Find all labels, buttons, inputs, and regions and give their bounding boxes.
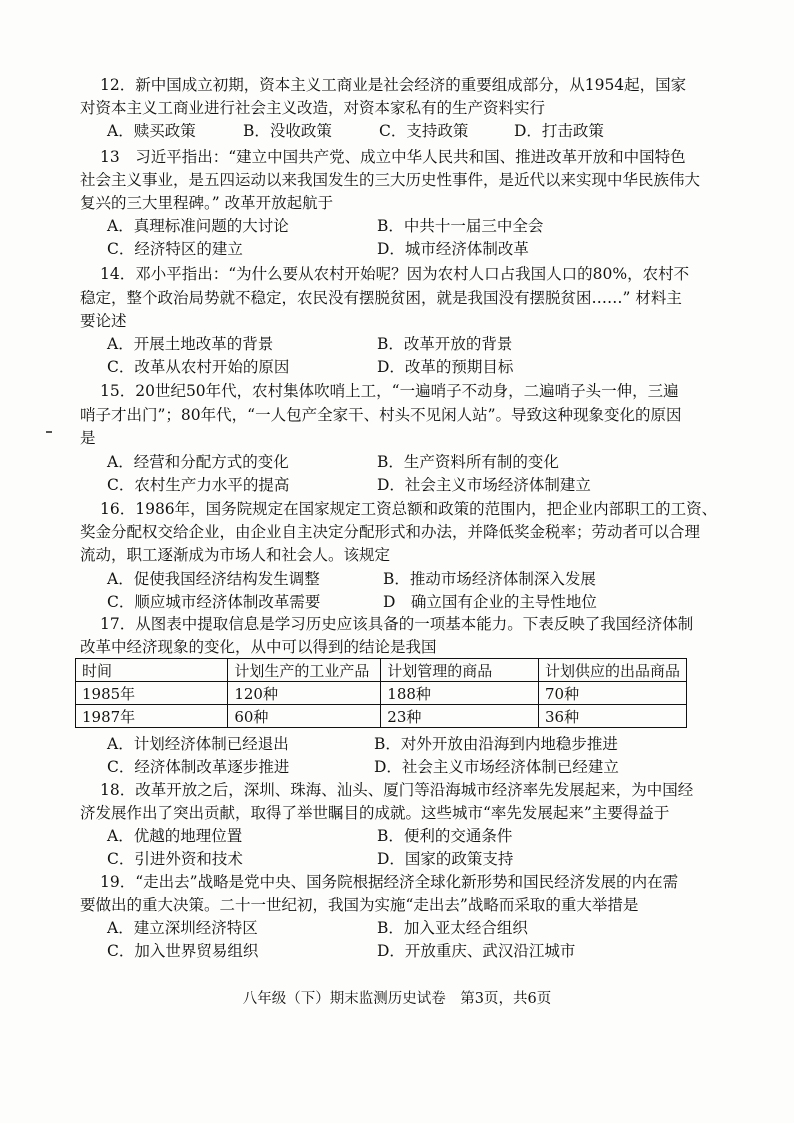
q16-option-a: A．促使我国经济结构发生调整 — [107, 570, 320, 588]
q15-option-a: A．经营和分配方式的变化 — [107, 453, 289, 471]
q17-option-a: A．计划经济体制已经退出 — [107, 735, 289, 753]
q17-stem-line2: 改革中经济现象的变化，从中可以得到的结论是我国 — [80, 638, 437, 656]
scan-margin-mark — [46, 431, 52, 433]
q16-stem-line1: 16．1986年，国务院规定在国家规定工资总额和政策的范围内，把企业内部职工的工资、 — [100, 500, 718, 518]
q14-option-b: B．改革开放的背景 — [377, 335, 513, 353]
q15-option-c: C．农村生产力水平的提高 — [107, 476, 290, 494]
q19-option-c: C．加入世界贸易组织 — [107, 942, 259, 960]
q17-data-table — [75, 658, 687, 728]
q14-stem-line3: 要论述 — [80, 312, 127, 330]
q13-option-b: B．中共十一届三中全会 — [377, 217, 544, 235]
q14-stem-line1: 14．邓小平指出：“为什么要从农村开始呢？因为农村人口占我国人口的80%，农村不 — [100, 265, 690, 283]
table-header-cell: 计划供应的出品商品 — [538, 659, 686, 682]
page-footer: 八年级（下）期末监测历史试卷 第3页，共6页 — [242, 991, 552, 1007]
q15-stem-line3: 是 — [80, 429, 96, 447]
table-header-cell: 计划生产的工业产品 — [228, 659, 381, 682]
q14-option-a: A．开展土地改革的背景 — [107, 335, 274, 353]
q18-option-b: B．便利的交通条件 — [377, 827, 513, 845]
q14-stem-line2: 稳定，整个政治局势就不稳定，农民没有摆脱贫困，就是我国没有摆脱贫困……” 材料主 — [80, 289, 682, 307]
q12-option-b: B．没收政策 — [243, 122, 332, 140]
q13-option-d: D．城市经济体制改革 — [377, 240, 529, 258]
q17-option-d: D．社会主义市场经济体制已经建立 — [374, 758, 619, 776]
table-row — [76, 705, 687, 728]
table-cell: 120种 — [228, 682, 381, 705]
q16-option-d: D 确立国有企业的主导性地位 — [383, 593, 597, 611]
table-cell: 188种 — [381, 682, 539, 705]
table-header-cell: 计划管理的商品 — [381, 659, 539, 682]
q15-option-d: D．社会主义市场经济体制建立 — [377, 476, 591, 494]
q19-option-d: D．开放重庆、武汉沿江城市 — [377, 942, 576, 960]
q17-option-c: C．经济体制改革逐步推进 — [107, 758, 290, 776]
q13-stem-line3: 复兴的三大里程碑。” 改革开放起航于 — [80, 194, 334, 212]
q12-option-d: D．打击政策 — [514, 122, 604, 140]
q18-stem-line2: 济发展作出了突出贡献，取得了举世瞩目的成就。这些城市“率先发展起来”主要得益于 — [80, 804, 670, 822]
q15-stem-line1: 15．20世纪50年代，农村集体吹哨上工，“一遍哨子不动身，二遍哨子头一伸，三遍 — [100, 382, 679, 400]
q14-option-c: C．改革从农村开始的原因 — [107, 358, 290, 376]
q18-option-a: A．优越的地理位置 — [107, 827, 243, 845]
q13-option-c: C．经济特区的建立 — [107, 240, 243, 258]
q14-option-d: D．改革的预期目标 — [377, 358, 514, 376]
table-cell: 1987年 — [76, 705, 228, 728]
q18-option-d: D．国家的政策支持 — [377, 850, 514, 868]
table-cell: 1985年 — [76, 682, 228, 705]
q16-option-b: B．推动市场经济体制深入发展 — [383, 570, 596, 588]
q15-stem-line2: 哨子才出门”；80年代，“一人包产全家干、村头不见闲人站”。导致这种现象变化的原因 — [80, 406, 682, 424]
q16-stem-line3: 流动，职工逐渐成为市场人和社会人。该规定 — [80, 546, 391, 564]
q13-option-a: A．真理标准问题的大讨论 — [107, 217, 289, 235]
q12-option-a: A．赎买政策 — [107, 122, 196, 140]
q18-option-c: C．引进外资和技术 — [107, 850, 243, 868]
q16-option-c: C．顺应城市经济体制改革需要 — [107, 593, 321, 611]
q16-stem-line2: 奖金分配权交给企业，由企业自主决定分配形式和办法，并降低奖金税率；劳动者可以合理 — [80, 523, 701, 541]
q19-stem-line2: 要做出的重大决策。二十一世纪初，我国为实施“走出去”战略而采取的重大举措是 — [80, 896, 639, 914]
q12-option-c: C．支持政策 — [379, 122, 469, 140]
q19-option-b: B．加入亚太经合组织 — [377, 919, 528, 937]
table-header-row — [76, 659, 687, 682]
q15-option-b: B．生产资料所有制的变化 — [377, 453, 559, 471]
table-cell: 70种 — [538, 682, 686, 705]
table-cell: 60种 — [228, 705, 381, 728]
q12-stem-line2: 对资本主义工商业进行社会主义改造，对资本家私有的生产资料实行 — [80, 99, 546, 117]
q18-stem-line1: 18．改革开放之后，深圳、珠海、汕头、厦门等沿海城市经济率先发展起来，为中国经 — [100, 781, 694, 799]
table-cell: 23种 — [381, 705, 539, 728]
q17-option-b: B．对外开放由沿海到内地稳步推进 — [374, 735, 618, 753]
q12-stem-line1: 12．新中国成立初期，资本主义工商业是社会经济的重要组成部分，从1954起，国家 — [100, 76, 687, 94]
q17-stem-line1: 17．从图表中提取信息是学习历史应该具备的一项基本能力。下表反映了我国经济体制 — [100, 615, 694, 633]
q13-stem-line1: 13 习近平指出：“建立中国共产党、成立中华人民共和国、推进改革开放和中国特色 — [100, 148, 686, 166]
q19-option-a: A．建立深圳经济特区 — [107, 919, 258, 937]
table-cell: 36种 — [538, 705, 686, 728]
table-header-cell: 时间 — [76, 659, 228, 682]
q19-stem-line1: 19．“走出去”战略是党中央、国务院根据经济全球化新形势和国民经济发展的内在需 — [100, 873, 679, 891]
table-row — [76, 682, 687, 705]
q13-stem-line2: 社会主义事业，是五四运动以来我国发生的三大历史性事件，是近代以来实现中华民族伟大 — [80, 171, 701, 189]
